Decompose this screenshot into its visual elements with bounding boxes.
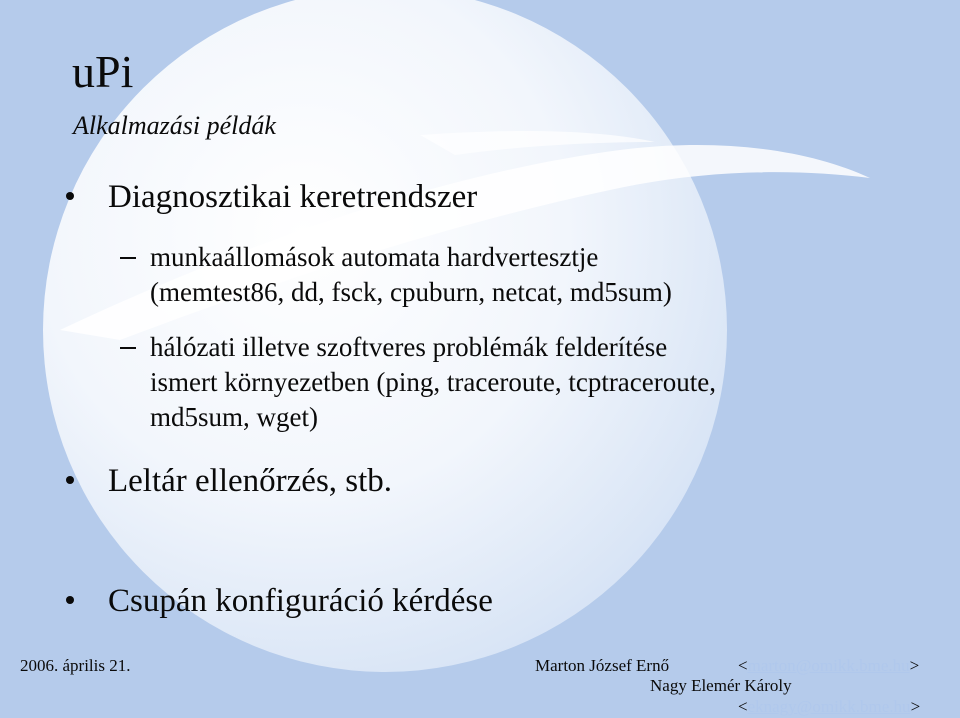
bullet-text: Leltár ellenőrzés, stb. <box>108 463 393 499</box>
bullet-icon <box>66 596 74 604</box>
slide-title: uPi <box>72 46 134 97</box>
dash-icon <box>120 257 136 259</box>
subbullet-line: md5sum, wget) <box>150 402 318 432</box>
subbullet-text <box>150 330 716 435</box>
footer-bracket-open: < <box>738 656 748 675</box>
dash-icon <box>120 347 136 349</box>
footer-bracket-open: < <box>738 697 748 716</box>
footer-author-2: Nagy Elemér Károly <box>650 676 792 695</box>
subbullet-text <box>150 240 672 310</box>
bullet-icon <box>66 476 74 484</box>
footer-bracket-close: > <box>910 697 921 716</box>
footer-bracket-close: > <box>909 656 920 675</box>
bullet-text: Csupán konfiguráció kérdése <box>108 583 493 619</box>
subbullet-line: (memtest86, dd, fsck, cpuburn, netcat, md5sum) <box>150 277 672 307</box>
bullet-text: Diagnosztikai keretrendszer <box>108 179 478 215</box>
footer-email-1-line <box>738 656 919 676</box>
bullet-icon <box>66 192 74 200</box>
footer-email-2-line <box>738 697 920 717</box>
footer-email-1-link[interactable]: marton@omikk.bme.hu <box>747 656 910 675</box>
footer-email-2-link[interactable]: eknagy@omikk.bme.hu <box>747 697 911 716</box>
subbullet-line: munkaállomások automata hardvertesztje <box>150 242 599 272</box>
subbullet-line: ismert környezetben (ping, traceroute, tcptraceroute, <box>150 367 716 397</box>
slide-subtitle: Alkalmazási példák <box>73 111 276 140</box>
footer-author-1: Marton József Ernő <box>535 656 670 675</box>
subbullet-line: hálózati illetve szoftveres problémák felderítése <box>150 332 668 362</box>
footer-date: 2006. április 21. <box>20 656 131 675</box>
